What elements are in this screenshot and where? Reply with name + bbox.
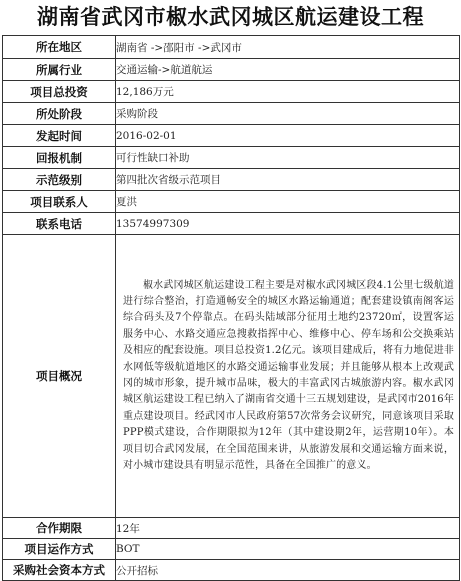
table-row — [3, 560, 460, 581]
project-info-table — [2, 35, 460, 581]
row-value-industry: 交通运输->航道航运 — [116, 59, 460, 81]
row-value-overview: 椒水武冈城区航运建设工程主要是对椒水武冈城区段4.1公里七级航道进行综合整治，打造通畅安全的城区水路运输通道；配套建设镇南阁客运综合码头及7个停靠点。在码头陆域部分征用土地约23720㎡，设置客运服务中心、水路交通应急搜救指挥中心、维修中心、停车场和公交换乘站及相应的配套设施。项目总投资1.2亿元。该项目建成后，将有力地促进非水网低等级航道地区的水路交通运输事业发展；并且能够从根本上改观武冈的城市形象，提升城市品味，极大的丰富武冈古城旅游内容。椒水武冈城区航运建设工程已纳入了湖南省交通十三五规划建设，是武冈市2016年重点建设项目。经武冈市人民政府第57次常务会议研究，同意该项目采取PPP模式建设，合作期限拟为12年（其中建设期2年，运营期10年）。本项目切合武冈发展，在全国范围来讲，从旅游发展和交通运输方面来说，对小城市建设具有明显示范性，具备在全国推广的意义。 — [116, 235, 460, 518]
table-row — [3, 213, 460, 235]
table-row — [3, 235, 460, 518]
table-row — [3, 59, 460, 81]
page-title: 湖南省武冈市椒水武冈城区航运建设工程 — [37, 5, 424, 29]
row-label-cooperation-period: 合作期限 — [3, 518, 116, 539]
row-value-contact-person: 夏洪 — [116, 191, 460, 213]
row-value-operation-mode: BOT — [116, 539, 460, 560]
table-row — [3, 191, 460, 213]
row-label-start-date: 发起时间 — [3, 125, 116, 147]
row-label-total-investment: 项目总投资 — [3, 81, 116, 103]
table-row — [3, 125, 460, 147]
row-value-region: 湖南省 ->邵阳市 ->武冈市 — [116, 36, 460, 59]
row-value-phone: 13574997309 — [116, 213, 460, 235]
table-row — [3, 81, 460, 103]
row-label-overview: 项目概况 — [3, 235, 116, 518]
row-label-procurement-method: 采购社会资本方式 — [3, 560, 116, 581]
table-row — [3, 539, 460, 560]
row-label-contact-person: 项目联系人 — [3, 191, 116, 213]
row-value-return-mechanism: 可行性缺口补助 — [116, 147, 460, 169]
row-value-stage: 采购阶段 — [116, 103, 460, 125]
row-label-industry: 所属行业 — [3, 59, 116, 81]
row-label-return-mechanism: 回报机制 — [3, 147, 116, 169]
row-value-start-date: 2016-02-01 — [116, 125, 460, 147]
row-value-procurement-method: 公开招标 — [116, 560, 460, 581]
row-label-demo-level: 示范级别 — [3, 169, 116, 191]
table-row — [3, 103, 460, 125]
row-label-region: 所在地区 — [3, 36, 116, 59]
row-label-operation-mode: 项目运作方式 — [3, 539, 116, 560]
row-label-phone: 联系电话 — [3, 213, 116, 235]
row-value-total-investment: 12,186万元 — [116, 81, 460, 103]
table-row — [3, 169, 460, 191]
table-row — [3, 36, 460, 59]
row-value-cooperation-period: 12年 — [116, 518, 460, 539]
row-label-stage: 所处阶段 — [3, 103, 116, 125]
table-row — [3, 518, 460, 539]
row-value-demo-level: 第四批次省级示范项目 — [116, 169, 460, 191]
table-row — [3, 147, 460, 169]
